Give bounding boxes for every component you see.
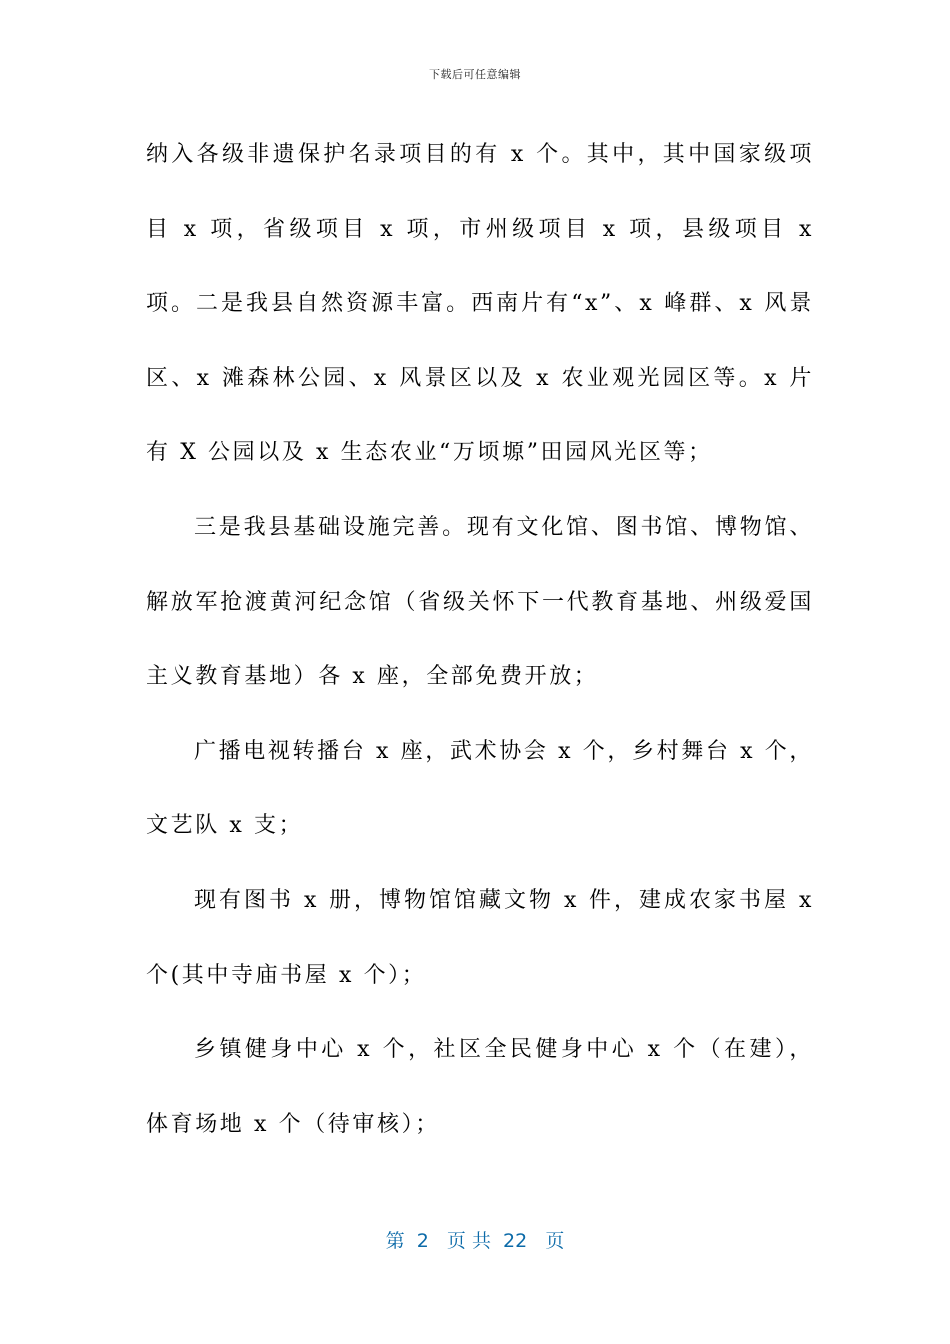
header-note: 下载后可任意编辑 — [429, 68, 521, 81]
paragraph-4: 现有图书 x 册，博物馆馆藏文物 x 件，建成农家书屋 x 个(其中寺庙书屋 x 个）； — [146, 887, 814, 988]
page-number-footer: 第 2 页 共 22 页 — [385, 1230, 565, 1252]
document-body — [146, 118, 814, 1162]
paragraph-5: 乡镇健身中心 x 个，社区全民健身中心 x 个（在建），体育场地 x 个（待审核）； — [146, 1037, 814, 1137]
paragraph-3: 广播电视转播台 x 座，武术协会 x 个，乡村舞台 x 个，文艺队 x 支； — [146, 738, 814, 839]
paragraph-2: 三是我县基础设施完善。现有文化馆、图书馆、博物馆、解放军抢渡黄河纪念馆（省级关怀下一代教育基地、州级爱国主义教育基地）各 x 座，全部免费开放； — [146, 514, 814, 690]
paragraph-1: 纳入各级非遗保护名录项目的有 x 个。其中，其中国家级项目 x 项，省级项目 x 项，市州级项目 x 项，县级项目 x 项。二是我县自然资源丰富。西南片有“x”、x 峰群、x 风景区、x 滩森林公园、x 风景区以及 x 农业观光园区等。x 片有 X 公园以及 x 生态农业“万顷塬”田园风光区等； — [146, 142, 814, 466]
